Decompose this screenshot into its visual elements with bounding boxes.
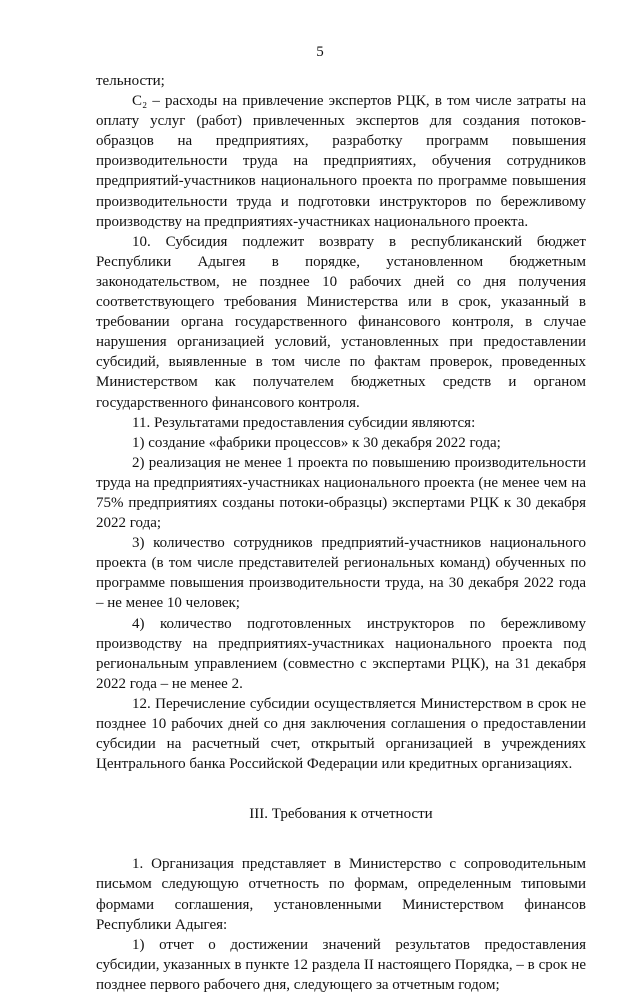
- paragraph: 1) отчет о достижении значений результатов предоставления субсидии, указанных в пункте 12 раздела II настоящего Порядка, – в срок не позднее первого рабочего дня, следующего за отчетным годом;: [96, 936, 586, 993]
- document-body: [96, 71, 586, 995]
- page-number: 5: [316, 44, 324, 60]
- paragraph: С₂ – расходы на привлечение экспертов РЦК, в том числе затраты на оплату услуг (работ) привлеченных экспертов для создания потоков-образцов на предприятиях, разработку программ повышения производительности труда на предприятиях, обучения сотрудников предприятий-участников национального проекта по программе повышения производительности труда и подготовки инструкторов по бережливому производству на предприятиях-участниках национального проекта.: [96, 93, 586, 230]
- paragraph: 3) количество сотрудников предприятий-участников национального проекта (в том числе представителей региональных команд) обученных по программе повышения производительности труда, на 30 декабря 2022 года – не менее 10 человек;: [96, 535, 586, 612]
- paragraphs-after-heading: [96, 854, 586, 995]
- paragraph: 2) реализация не менее 1 проекта по повышению производительности труда на предприятиях-участниках национального проекта (не менее чем на 75% предприятиях созданы потоки-образцы) экспертами РЦК к 30 декабря 2022 года;: [96, 454, 586, 532]
- paragraph: тельности;: [96, 73, 165, 89]
- paragraph: 10. Субсидия подлежит возврату в республиканский бюджет Республики Адыгея в порядке, установленном бюджетным законодательством, не позднее 10 рабочих дней со дня получения соответствующего требования Министерства или в срок, указанный в требовании органа государственного финансового контроля, в случае нарушения организацией условий, установленных при предоставлении субсидий, выявленные в том числе по фактам проверок, проведенных Министерством как получателем бюджетных средств и органом государственного финансового контроля.: [96, 233, 586, 411]
- paragraph: 1) создание «фабрики процессов» к 30 декабря 2022 года;: [132, 434, 501, 451]
- paragraphs-before-heading: [96, 71, 586, 774]
- paragraph: 11. Результатами предоставления субсидии являются:: [132, 414, 476, 431]
- section-heading: III. Требования к отчетности: [249, 806, 433, 823]
- paragraph: 4) количество подготовленных инструкторов по бережливому производству на предприятиях-участниках национального проекта под региональным управлением (совместно с экспертами РЦК), на 31 декабря 2022 года – не менее 2.: [96, 615, 586, 692]
- paragraph: 1. Организация представляет в Министерство с сопроводительным письмом следующую отчетность по формам, определенным типовыми формами соглашения, установленными Министерством финансов Республики Адыгея:: [96, 856, 586, 933]
- paragraph: 12. Перечисление субсидии осуществляется Министерством в срок не позднее 10 рабочих дней со дня заключения соглашения о предоставлении субсидии на расчетный счет, открытый организацией в учреждениях Центрального банка Российской Федерации или кредитных организациях.: [96, 695, 586, 773]
